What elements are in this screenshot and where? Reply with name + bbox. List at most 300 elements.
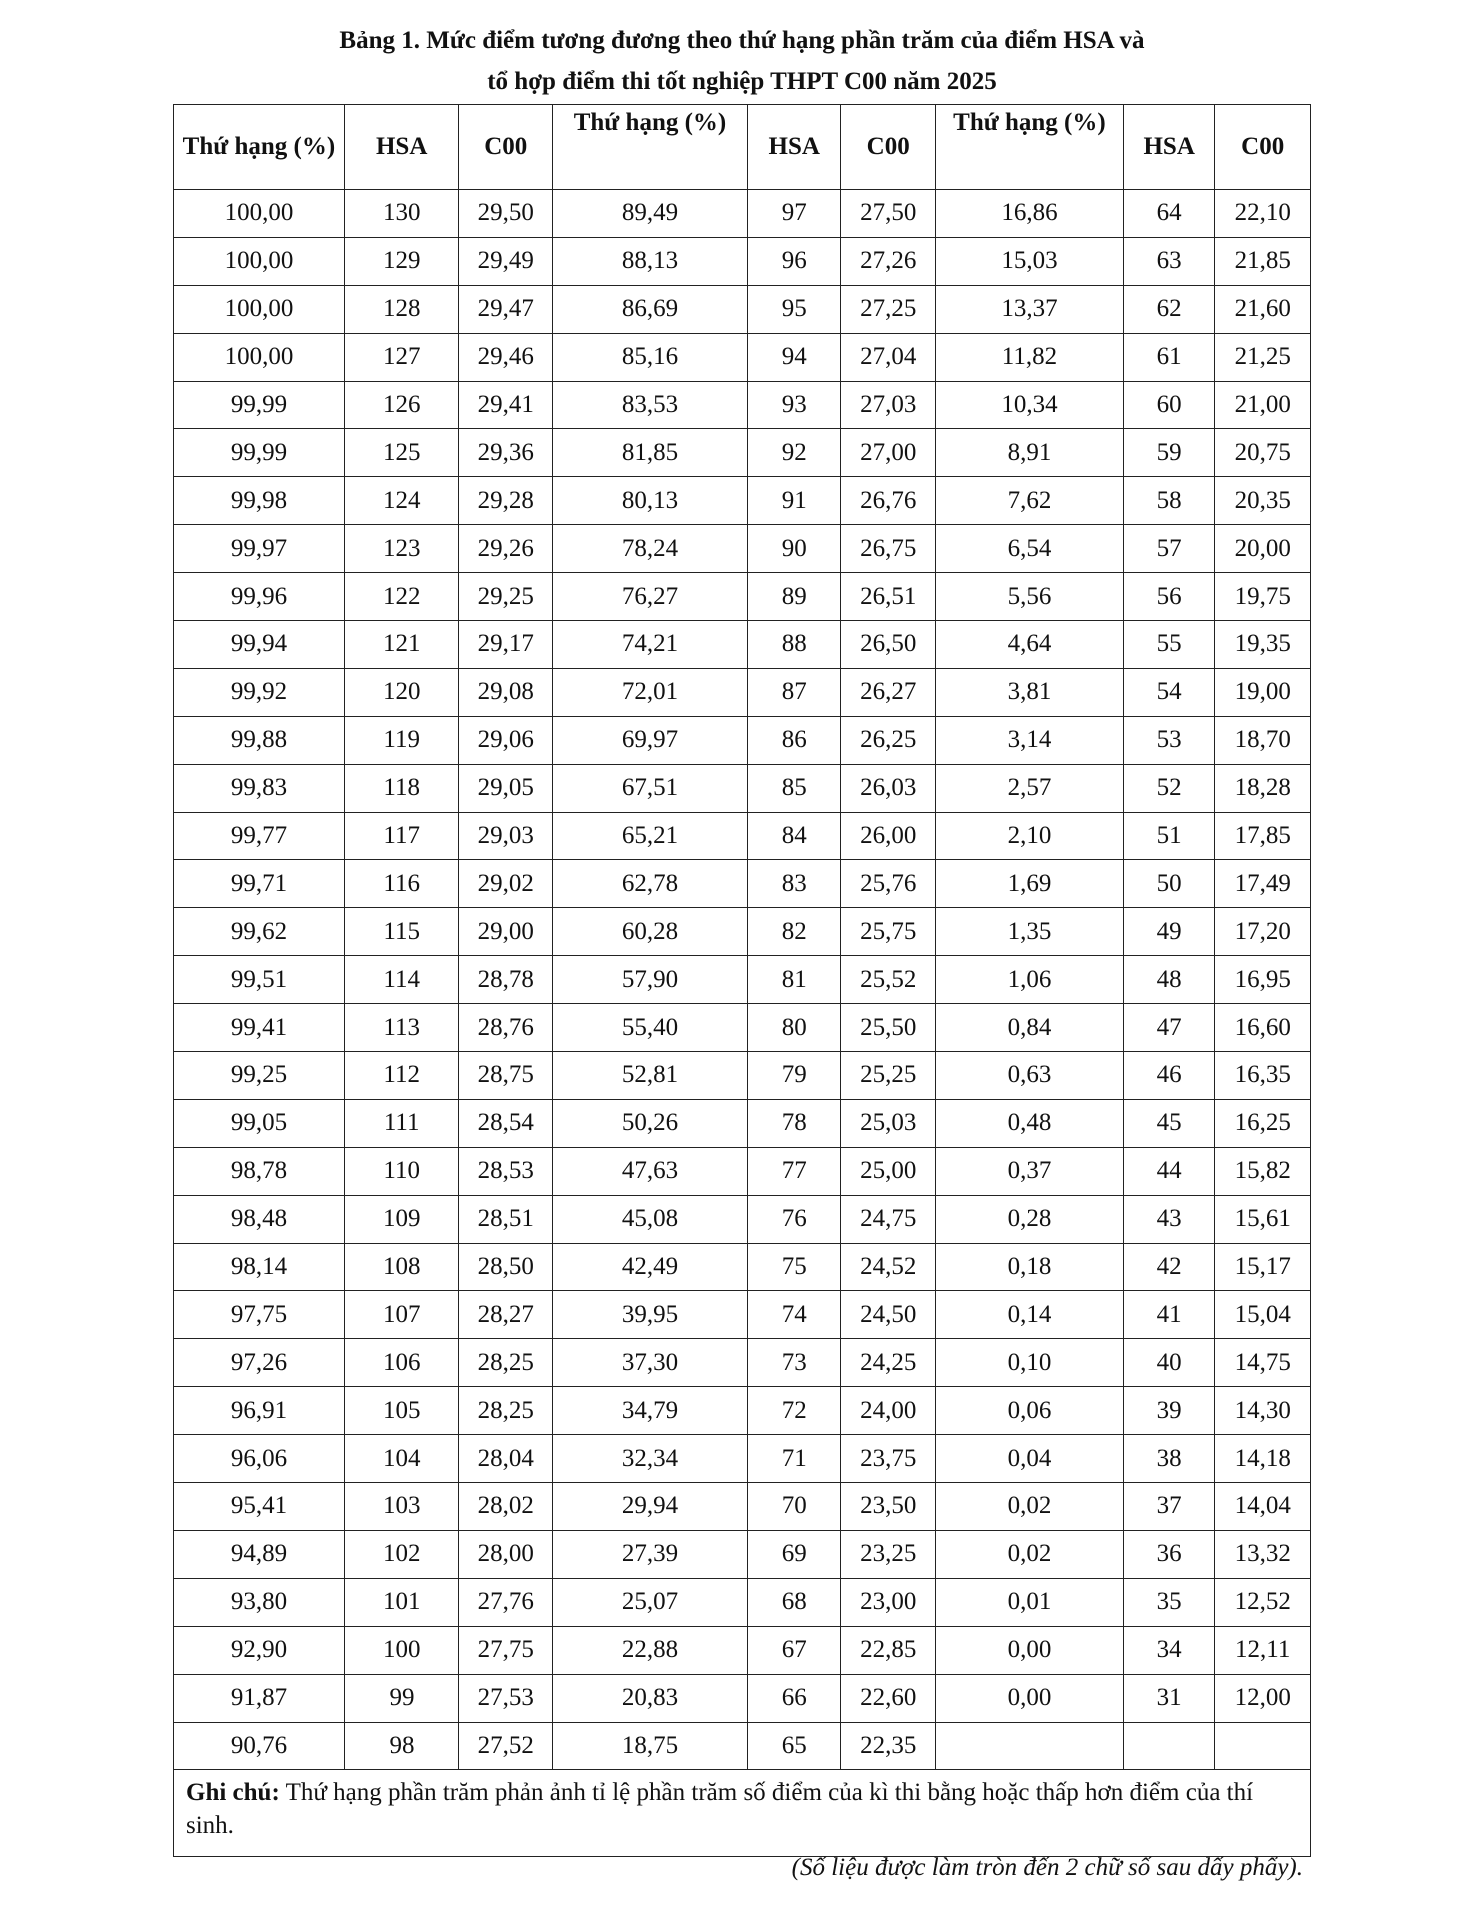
cell-hsa-2: 80	[747, 1004, 840, 1052]
cell-rank-1: 99,41	[174, 1004, 345, 1052]
cell-c00-2: 22,85	[841, 1626, 935, 1674]
cell-hsa-3: 50	[1123, 860, 1214, 908]
cell-hsa-1: 128	[344, 285, 459, 333]
cell-hsa-2: 95	[747, 285, 840, 333]
cell-rank-1: 99,25	[174, 1052, 345, 1100]
cell-hsa-2: 73	[747, 1339, 840, 1387]
cell-rank-3: 0,28	[935, 1195, 1123, 1243]
percentile-table	[173, 104, 1311, 1857]
cell-hsa-2: 71	[747, 1435, 840, 1483]
cell-c00-2: 23,75	[841, 1435, 935, 1483]
cell-rank-3: 6,54	[935, 525, 1123, 573]
cell-c00-3: 21,85	[1215, 237, 1311, 285]
cell-c00-1: 28,78	[459, 956, 552, 1004]
cell-c00-3: 15,04	[1215, 1291, 1311, 1339]
cell-rank-2: 83,53	[552, 381, 747, 429]
cell-c00-1: 29,05	[459, 764, 552, 812]
cell-hsa-1: 126	[344, 381, 459, 429]
cell-hsa-2: 76	[747, 1195, 840, 1243]
cell-hsa-3: 55	[1123, 621, 1214, 669]
cell-c00-2: 24,25	[841, 1339, 935, 1387]
cell-hsa-2: 97	[747, 190, 840, 238]
cell-rank-2: 81,85	[552, 429, 747, 477]
cell-hsa-2: 70	[747, 1483, 840, 1531]
header-hsa-3: HSA	[1123, 105, 1214, 190]
cell-hsa-3: 62	[1123, 285, 1214, 333]
table-title-line-2: tổ hợp điểm thi tốt nghiệp THPT C00 năm 2025	[487, 68, 997, 95]
table-body	[174, 190, 1311, 1770]
cell-rank-2: 34,79	[552, 1387, 747, 1435]
cell-c00-3: 14,75	[1215, 1339, 1311, 1387]
cell-rank-2: 62,78	[552, 860, 747, 908]
cell-rank-2: 52,81	[552, 1052, 747, 1100]
cell-hsa-3: 51	[1123, 812, 1214, 860]
table-row	[174, 381, 1311, 429]
cell-c00-2: 24,50	[841, 1291, 935, 1339]
cell-rank-2: 65,21	[552, 812, 747, 860]
cell-c00-2: 26,50	[841, 621, 935, 669]
cell-hsa-1: 120	[344, 668, 459, 716]
cell-c00-1: 27,53	[459, 1674, 552, 1722]
cell-hsa-1: 103	[344, 1483, 459, 1531]
header-rank-3: Thứ hạng (%)	[935, 105, 1123, 190]
cell-hsa-3: 58	[1123, 477, 1214, 525]
cell-c00-3: 15,82	[1215, 1147, 1311, 1195]
cell-c00-3: 20,75	[1215, 429, 1311, 477]
cell-rank-2: 22,88	[552, 1626, 747, 1674]
table-row	[174, 1722, 1311, 1770]
cell-c00-1: 29,41	[459, 381, 552, 429]
cell-hsa-3: 54	[1123, 668, 1214, 716]
cell-rank-3: 0,00	[935, 1674, 1123, 1722]
cell-rank-2: 60,28	[552, 908, 747, 956]
note-label: Ghi chú:	[186, 1779, 280, 1807]
cell-hsa-3: 37	[1123, 1483, 1214, 1531]
cell-rank-3: 1,35	[935, 908, 1123, 956]
cell-hsa-3: 45	[1123, 1099, 1214, 1147]
table-row	[174, 716, 1311, 764]
cell-c00-3: 19,35	[1215, 621, 1311, 669]
cell-c00-2: 25,52	[841, 956, 935, 1004]
cell-hsa-2: 84	[747, 812, 840, 860]
cell-c00-2: 27,00	[841, 429, 935, 477]
cell-rank-3: 0,10	[935, 1339, 1123, 1387]
cell-hsa-2: 79	[747, 1052, 840, 1100]
cell-hsa-1: 104	[344, 1435, 459, 1483]
cell-c00-2: 26,27	[841, 668, 935, 716]
cell-hsa-3: 60	[1123, 381, 1214, 429]
cell-rank-2: 67,51	[552, 764, 747, 812]
table-row	[174, 285, 1311, 333]
cell-hsa-2: 92	[747, 429, 840, 477]
cell-hsa-1: 116	[344, 860, 459, 908]
cell-hsa-1: 114	[344, 956, 459, 1004]
header-rank-2: Thứ hạng (%)	[552, 105, 747, 190]
cell-rank-3: 7,62	[935, 477, 1123, 525]
cell-rank-1: 96,06	[174, 1435, 345, 1483]
cell-hsa-3: 42	[1123, 1243, 1214, 1291]
cell-c00-3: 12,11	[1215, 1626, 1311, 1674]
cell-c00-2: 23,50	[841, 1483, 935, 1531]
cell-rank-1: 97,26	[174, 1339, 345, 1387]
cell-c00-2: 24,75	[841, 1195, 935, 1243]
cell-rank-3: 0,48	[935, 1099, 1123, 1147]
cell-c00-1: 29,36	[459, 429, 552, 477]
note-row	[174, 1770, 1311, 1857]
cell-c00-1: 27,52	[459, 1722, 552, 1770]
cell-c00-3: 20,00	[1215, 525, 1311, 573]
cell-rank-1: 95,41	[174, 1483, 345, 1531]
cell-hsa-2: 82	[747, 908, 840, 956]
cell-c00-1: 28,75	[459, 1052, 552, 1100]
cell-rank-1: 92,90	[174, 1626, 345, 1674]
cell-rank-2: 20,83	[552, 1674, 747, 1722]
cell-c00-3: 20,35	[1215, 477, 1311, 525]
table-title-line-1: Bảng 1. Mức điểm tương đương theo thứ hạng phần trăm của điểm HSA và	[339, 27, 1145, 54]
cell-hsa-3: 57	[1123, 525, 1214, 573]
cell-hsa-2: 96	[747, 237, 840, 285]
cell-hsa-1: 99	[344, 1674, 459, 1722]
cell-hsa-1: 121	[344, 621, 459, 669]
cell-hsa-3: 64	[1123, 190, 1214, 238]
cell-c00-2: 26,25	[841, 716, 935, 764]
header-hsa-2: HSA	[747, 105, 840, 190]
cell-rank-2: 29,94	[552, 1483, 747, 1531]
cell-c00-1: 28,25	[459, 1387, 552, 1435]
cell-hsa-3: 49	[1123, 908, 1214, 956]
header-hsa-1: HSA	[344, 105, 459, 190]
cell-c00-2: 27,04	[841, 333, 935, 381]
cell-hsa-1: 100	[344, 1626, 459, 1674]
cell-rank-1: 96,91	[174, 1387, 345, 1435]
cell-hsa-1: 107	[344, 1291, 459, 1339]
cell-c00-3: 22,10	[1215, 190, 1311, 238]
cell-rank-3: 3,14	[935, 716, 1123, 764]
table-row	[174, 190, 1311, 238]
cell-c00-2: 27,50	[841, 190, 935, 238]
table-row	[174, 525, 1311, 573]
cell-rank-1: 99,71	[174, 860, 345, 908]
cell-rank-3: 2,57	[935, 764, 1123, 812]
cell-c00-2: 25,50	[841, 1004, 935, 1052]
cell-hsa-1: 106	[344, 1339, 459, 1387]
cell-c00-1: 28,53	[459, 1147, 552, 1195]
table-row	[174, 1004, 1311, 1052]
cell-rank-3: 10,34	[935, 381, 1123, 429]
cell-rank-3: 0,00	[935, 1626, 1123, 1674]
table-row	[174, 1674, 1311, 1722]
cell-c00-1: 29,08	[459, 668, 552, 716]
table-row	[174, 1243, 1311, 1291]
cell-c00-1: 29,25	[459, 573, 552, 621]
cell-rank-1: 99,05	[174, 1099, 345, 1147]
cell-c00-2: 25,03	[841, 1099, 935, 1147]
cell-hsa-2: 91	[747, 477, 840, 525]
cell-hsa-1: 123	[344, 525, 459, 573]
table-row	[174, 621, 1311, 669]
cell-c00-2: 25,00	[841, 1147, 935, 1195]
cell-hsa-2: 78	[747, 1099, 840, 1147]
table-row	[174, 333, 1311, 381]
cell-c00-1: 28,02	[459, 1483, 552, 1531]
cell-c00-1: 28,51	[459, 1195, 552, 1243]
cell-c00-2: 23,00	[841, 1578, 935, 1626]
cell-hsa-3: 34	[1123, 1626, 1214, 1674]
table-row	[174, 1530, 1311, 1578]
cell-c00-1: 27,75	[459, 1626, 552, 1674]
cell-c00-1: 29,02	[459, 860, 552, 908]
cell-hsa-1: 101	[344, 1578, 459, 1626]
cell-hsa-2: 86	[747, 716, 840, 764]
note-cell	[174, 1770, 1311, 1857]
cell-hsa-1: 108	[344, 1243, 459, 1291]
table-row	[174, 908, 1311, 956]
cell-c00-3: 14,30	[1215, 1387, 1311, 1435]
cell-rank-3	[935, 1722, 1123, 1770]
cell-c00-1: 29,26	[459, 525, 552, 573]
cell-hsa-3: 31	[1123, 1674, 1214, 1722]
header-c00-2: C00	[841, 105, 935, 190]
cell-rank-1: 99,77	[174, 812, 345, 860]
table-row	[174, 429, 1311, 477]
cell-rank-1: 100,00	[174, 285, 345, 333]
cell-c00-2: 22,60	[841, 1674, 935, 1722]
cell-hsa-2: 81	[747, 956, 840, 1004]
cell-rank-1: 94,89	[174, 1530, 345, 1578]
cell-rank-3: 0,14	[935, 1291, 1123, 1339]
cell-c00-3: 19,75	[1215, 573, 1311, 621]
cell-rank-1: 99,62	[174, 908, 345, 956]
cell-rank-1: 99,88	[174, 716, 345, 764]
cell-rank-3: 8,91	[935, 429, 1123, 477]
cell-hsa-2: 74	[747, 1291, 840, 1339]
cell-rank-1: 98,14	[174, 1243, 345, 1291]
cell-hsa-3: 44	[1123, 1147, 1214, 1195]
table-row	[174, 1626, 1311, 1674]
cell-c00-3: 13,32	[1215, 1530, 1311, 1578]
cell-rank-3: 15,03	[935, 237, 1123, 285]
cell-c00-1: 29,46	[459, 333, 552, 381]
table-title	[0, 20, 1484, 102]
cell-rank-2: 37,30	[552, 1339, 747, 1387]
cell-c00-2: 26,00	[841, 812, 935, 860]
cell-hsa-1: 122	[344, 573, 459, 621]
cell-rank-3: 0,04	[935, 1435, 1123, 1483]
cell-rank-3: 0,18	[935, 1243, 1123, 1291]
cell-hsa-2: 72	[747, 1387, 840, 1435]
cell-c00-1: 29,00	[459, 908, 552, 956]
cell-hsa-1: 105	[344, 1387, 459, 1435]
cell-rank-3: 0,63	[935, 1052, 1123, 1100]
cell-c00-3: 21,00	[1215, 381, 1311, 429]
cell-rank-3: 11,82	[935, 333, 1123, 381]
cell-rank-3: 1,06	[935, 956, 1123, 1004]
table-row	[174, 1435, 1311, 1483]
cell-hsa-3: 56	[1123, 573, 1214, 621]
cell-rank-3: 0,02	[935, 1483, 1123, 1531]
cell-c00-3: 17,49	[1215, 860, 1311, 908]
cell-c00-1: 29,49	[459, 237, 552, 285]
cell-hsa-3: 39	[1123, 1387, 1214, 1435]
cell-rank-2: 72,01	[552, 668, 747, 716]
table-row	[174, 956, 1311, 1004]
cell-c00-1: 29,28	[459, 477, 552, 525]
cell-hsa-1: 113	[344, 1004, 459, 1052]
cell-c00-3: 16,60	[1215, 1004, 1311, 1052]
cell-rank-2: 42,49	[552, 1243, 747, 1291]
cell-hsa-1: 129	[344, 237, 459, 285]
table-header-row	[174, 105, 1311, 190]
cell-hsa-2: 85	[747, 764, 840, 812]
cell-rank-3: 13,37	[935, 285, 1123, 333]
cell-c00-3: 15,61	[1215, 1195, 1311, 1243]
cell-rank-3: 16,86	[935, 190, 1123, 238]
cell-rank-1: 98,78	[174, 1147, 345, 1195]
table-row	[174, 1483, 1311, 1531]
cell-rank-1: 93,80	[174, 1578, 345, 1626]
cell-c00-1: 29,06	[459, 716, 552, 764]
cell-hsa-3: 52	[1123, 764, 1214, 812]
cell-c00-3: 21,60	[1215, 285, 1311, 333]
cell-hsa-2: 93	[747, 381, 840, 429]
cell-hsa-3: 40	[1123, 1339, 1214, 1387]
cell-rank-3: 0,02	[935, 1530, 1123, 1578]
header-c00-1: C00	[459, 105, 552, 190]
note-text: Thứ hạng phần trăm phản ảnh tỉ lệ phần trăm số điểm của kì thi bằng hoặc thấp hơn điểm của thí sinh.	[186, 1779, 1254, 1840]
cell-c00-3: 16,25	[1215, 1099, 1311, 1147]
cell-c00-3: 16,35	[1215, 1052, 1311, 1100]
cell-hsa-3: 63	[1123, 237, 1214, 285]
cell-hsa-3: 38	[1123, 1435, 1214, 1483]
table-row	[174, 1195, 1311, 1243]
cell-hsa-1: 110	[344, 1147, 459, 1195]
cell-rank-2: 57,90	[552, 956, 747, 1004]
cell-hsa-3: 47	[1123, 1004, 1214, 1052]
cell-c00-3: 18,70	[1215, 716, 1311, 764]
cell-c00-3: 15,17	[1215, 1243, 1311, 1291]
cell-rank-1: 100,00	[174, 190, 345, 238]
cell-hsa-1: 111	[344, 1099, 459, 1147]
cell-c00-1: 27,76	[459, 1578, 552, 1626]
cell-rank-1: 99,94	[174, 621, 345, 669]
cell-rank-3: 3,81	[935, 668, 1123, 716]
cell-rank-2: 27,39	[552, 1530, 747, 1578]
cell-c00-2: 27,25	[841, 285, 935, 333]
cell-c00-2: 27,26	[841, 237, 935, 285]
cell-hsa-2: 94	[747, 333, 840, 381]
cell-hsa-1: 125	[344, 429, 459, 477]
cell-hsa-2: 89	[747, 573, 840, 621]
cell-c00-1: 28,27	[459, 1291, 552, 1339]
cell-c00-3: 14,04	[1215, 1483, 1311, 1531]
cell-hsa-1: 109	[344, 1195, 459, 1243]
table-row	[174, 860, 1311, 908]
cell-hsa-2: 77	[747, 1147, 840, 1195]
cell-c00-1: 29,47	[459, 285, 552, 333]
cell-rank-2: 32,34	[552, 1435, 747, 1483]
cell-c00-1: 28,50	[459, 1243, 552, 1291]
cell-c00-1: 28,54	[459, 1099, 552, 1147]
cell-c00-3: 19,00	[1215, 668, 1311, 716]
cell-c00-3: 18,28	[1215, 764, 1311, 812]
cell-rank-1: 99,99	[174, 429, 345, 477]
table-row	[174, 812, 1311, 860]
cell-c00-3: 17,20	[1215, 908, 1311, 956]
cell-hsa-3: 46	[1123, 1052, 1214, 1100]
header-c00-3: C00	[1215, 105, 1311, 190]
header-rank-1: Thứ hạng (%)	[174, 105, 345, 190]
cell-rank-3: 0,01	[935, 1578, 1123, 1626]
cell-hsa-1: 102	[344, 1530, 459, 1578]
cell-rank-2: 80,13	[552, 477, 747, 525]
cell-hsa-3: 59	[1123, 429, 1214, 477]
cell-rank-1: 100,00	[174, 333, 345, 381]
cell-rank-3: 4,64	[935, 621, 1123, 669]
cell-c00-2: 25,76	[841, 860, 935, 908]
cell-rank-2: 86,69	[552, 285, 747, 333]
table-row	[174, 1052, 1311, 1100]
cell-rank-1: 99,99	[174, 381, 345, 429]
cell-hsa-3: 53	[1123, 716, 1214, 764]
cell-hsa-1: 112	[344, 1052, 459, 1100]
cell-c00-2: 25,25	[841, 1052, 935, 1100]
cell-hsa-1: 124	[344, 477, 459, 525]
rounding-footnote: (Số liệu được làm tròn đến 2 chữ số sau dấy phẩy).	[791, 1854, 1303, 1881]
table-row	[174, 668, 1311, 716]
table-row	[174, 237, 1311, 285]
cell-c00-3: 12,00	[1215, 1674, 1311, 1722]
cell-hsa-1: 98	[344, 1722, 459, 1770]
cell-c00-3: 21,25	[1215, 333, 1311, 381]
cell-rank-1: 99,96	[174, 573, 345, 621]
cell-hsa-2: 90	[747, 525, 840, 573]
cell-hsa-1: 115	[344, 908, 459, 956]
cell-rank-2: 76,27	[552, 573, 747, 621]
cell-rank-1: 99,97	[174, 525, 345, 573]
table-row	[174, 573, 1311, 621]
cell-c00-2: 25,75	[841, 908, 935, 956]
cell-c00-3: 14,18	[1215, 1435, 1311, 1483]
cell-c00-2: 27,03	[841, 381, 935, 429]
cell-c00-1: 28,00	[459, 1530, 552, 1578]
cell-c00-3: 16,95	[1215, 956, 1311, 1004]
cell-hsa-3: 61	[1123, 333, 1214, 381]
cell-rank-3: 2,10	[935, 812, 1123, 860]
cell-hsa-2: 83	[747, 860, 840, 908]
cell-hsa-3: 43	[1123, 1195, 1214, 1243]
cell-c00-2: 26,76	[841, 477, 935, 525]
cell-rank-2: 25,07	[552, 1578, 747, 1626]
cell-rank-2: 45,08	[552, 1195, 747, 1243]
cell-rank-1: 99,83	[174, 764, 345, 812]
cell-rank-3: 0,06	[935, 1387, 1123, 1435]
cell-rank-3: 0,37	[935, 1147, 1123, 1195]
table-row	[174, 477, 1311, 525]
cell-rank-2: 88,13	[552, 237, 747, 285]
table-row	[174, 1387, 1311, 1435]
cell-c00-1: 29,17	[459, 621, 552, 669]
cell-c00-1: 28,25	[459, 1339, 552, 1387]
table-row	[174, 1291, 1311, 1339]
cell-hsa-3: 41	[1123, 1291, 1214, 1339]
cell-hsa-2: 67	[747, 1626, 840, 1674]
cell-rank-2: 55,40	[552, 1004, 747, 1052]
cell-rank-2: 39,95	[552, 1291, 747, 1339]
cell-rank-3: 0,84	[935, 1004, 1123, 1052]
cell-rank-2: 50,26	[552, 1099, 747, 1147]
cell-c00-3: 12,52	[1215, 1578, 1311, 1626]
cell-hsa-2: 65	[747, 1722, 840, 1770]
